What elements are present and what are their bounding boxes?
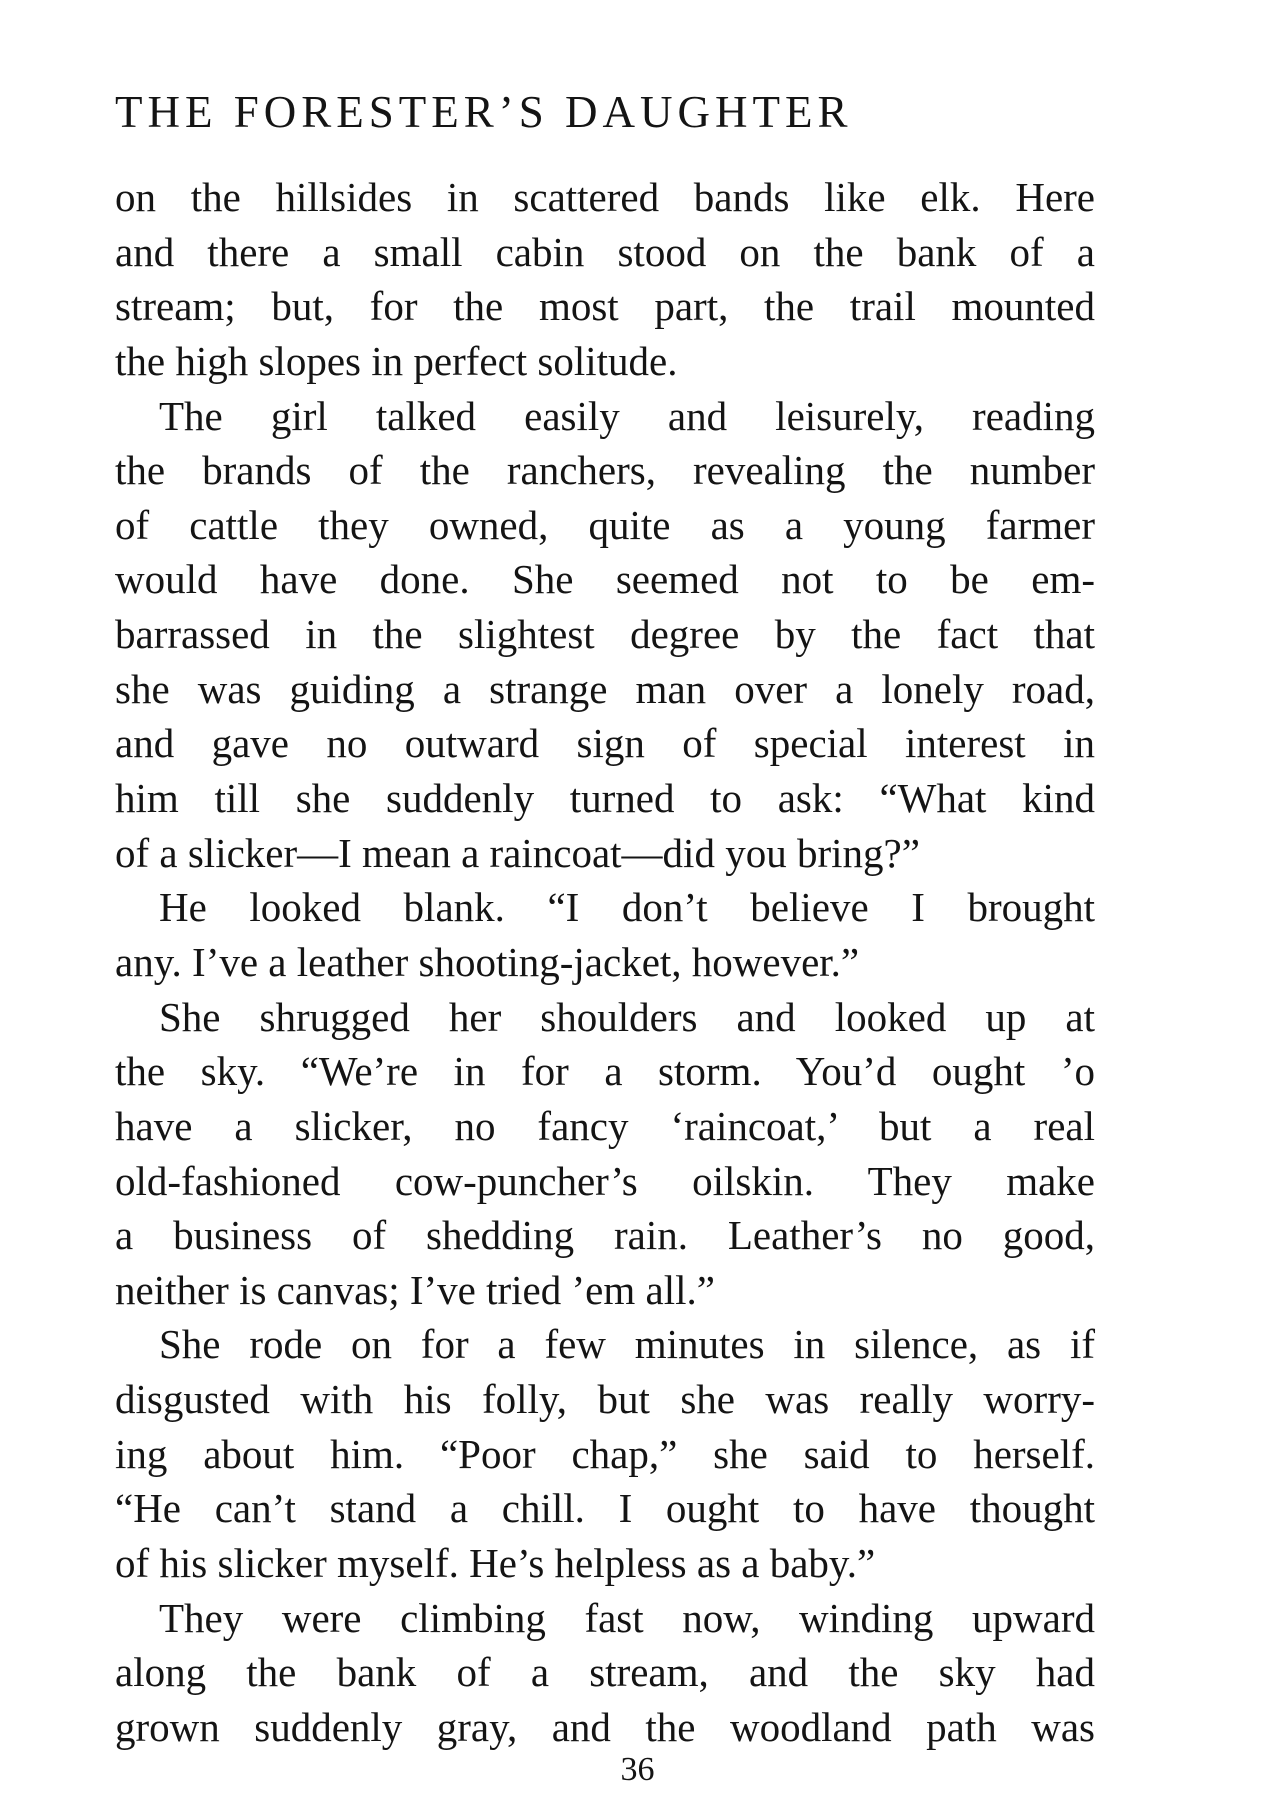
- text-line: They were climbing fast now, winding upward: [159, 1594, 1095, 1641]
- text-line: old-fashioned cow-puncher’s oilskin. They make: [115, 1157, 1095, 1204]
- text-line: The girl talked easily and leisurely, reading: [159, 392, 1095, 439]
- text-line: “He can’t stand a chill. I ought to have thought: [115, 1485, 1095, 1532]
- page-number: 36: [620, 1751, 655, 1788]
- text-line: grown suddenly gray, and the woodland path was: [115, 1703, 1095, 1750]
- text-line: disgusted with his folly, but she was really worry-: [115, 1376, 1095, 1423]
- text-line: have a slicker, no fancy ‘raincoat,’ but a real: [115, 1102, 1095, 1149]
- text-line: a business of shedding rain. Leather’s no good,: [115, 1212, 1095, 1259]
- text-line: the high slopes in perfect solitude.: [115, 337, 678, 384]
- text-line: any. I’ve a leather shooting-jacket, however.”: [115, 938, 860, 985]
- text-line: She rode on for a few minutes in silence, as if: [159, 1321, 1095, 1368]
- text-line: neither is canvas; I’ve tried ’em all.”: [115, 1266, 715, 1313]
- text-line: He looked blank. “I don’t believe I brought: [159, 884, 1095, 931]
- text-line: of his slicker myself. He’s helpless as a baby.”: [115, 1540, 876, 1587]
- body-text: [115, 170, 1095, 1755]
- text-line: she was guiding a strange man over a lonely road,: [115, 665, 1095, 712]
- text-line: and gave no outward sign of special interest in: [115, 720, 1095, 767]
- text-line: on the hillsides in scattered bands like elk. Here: [115, 174, 1095, 220]
- text-line: stream; but, for the most part, the trail mounted: [115, 283, 1095, 330]
- text-line: ing about him. “Poor chap,” she said to herself.: [115, 1430, 1095, 1477]
- text-line: him till she suddenly turned to ask: “What kind: [115, 775, 1095, 822]
- text-line: would have done. She seemed not to be em-: [115, 556, 1095, 603]
- text-line: the brands of the ranchers, revealing the number: [115, 447, 1095, 494]
- text-line: and there a small cabin stood on the bank of a: [115, 228, 1095, 275]
- text-line: barrassed in the slightest degree by the fact that: [115, 611, 1095, 658]
- text-line: She shrugged her shoulders and looked up at: [159, 993, 1095, 1040]
- text-line: of a slicker—I mean a raincoat—did you bring?”: [115, 829, 920, 876]
- text-line: of cattle they owned, quite as a young farmer: [115, 501, 1095, 548]
- text-line: the sky. “We’re in for a storm. You’d ought ’o: [115, 1048, 1095, 1095]
- text-line: along the bank of a stream, and the sky had: [115, 1649, 1095, 1696]
- running-head: THE FORESTER’S DAUGHTER: [115, 87, 853, 137]
